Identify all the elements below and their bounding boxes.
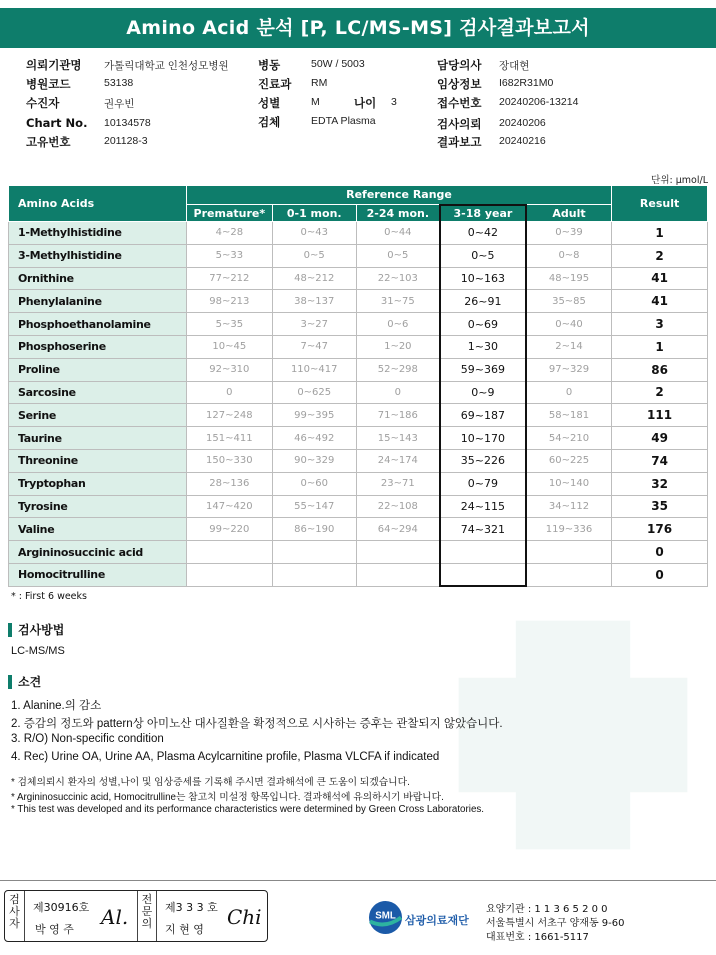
result-value: 86 — [612, 358, 708, 381]
request-label: 검사의뢰 — [437, 117, 482, 131]
age-label: 나이 — [354, 96, 377, 110]
result-value: 41 — [612, 290, 708, 313]
note-1: * 검체의뢰시 환자의 성별,나이 및 임상증세를 기록해 주시면 결과해석에 큰 도움이 되겠습니다. — [11, 777, 410, 788]
ref-premature: 10~45 — [186, 335, 272, 358]
ref-2-24-mon: 24~174 — [356, 449, 440, 472]
specialist-number: 제3 3 3 호 — [165, 901, 218, 914]
examiner-signature: Al. — [101, 905, 129, 929]
patient-label: 수진자 — [26, 96, 60, 110]
ref-adult: 48~195 — [526, 267, 612, 290]
amino-acid-name: Valine — [9, 518, 187, 541]
table-row — [9, 472, 708, 495]
result-value: 0 — [612, 563, 708, 586]
header-reference-range: Reference Range — [186, 186, 611, 205]
report-label: 결과보고 — [437, 135, 482, 149]
ref-0-1-mon: 99~395 — [272, 404, 356, 427]
table-row — [9, 449, 708, 472]
findings-title: 소견 — [8, 675, 41, 689]
ref-3-18-year: 0~9 — [440, 381, 526, 404]
ref-3-18-year: 74~321 — [440, 518, 526, 541]
header-premature: Premature* — [186, 205, 272, 222]
ref-0-1-mon: 7~47 — [272, 335, 356, 358]
ref-premature: 151~411 — [186, 427, 272, 450]
clinical-value: I682R31M0 — [499, 77, 554, 89]
finding-3: 3. R/O) Non-specific condition — [11, 733, 164, 745]
sml-logo-text: SML — [375, 910, 396, 922]
result-value: 32 — [612, 472, 708, 495]
ref-3-18-year: 10~170 — [440, 427, 526, 450]
ref-0-1-mon: 38~137 — [272, 290, 356, 313]
unit-label: 단위: μmol/L — [651, 175, 708, 186]
amino-acid-name: 3-Methylhistidine — [9, 244, 187, 267]
table-row — [9, 358, 708, 381]
amino-acid-name: Tyrosine — [9, 495, 187, 518]
ref-premature: 28~136 — [186, 472, 272, 495]
ref-adult: 97~329 — [526, 358, 612, 381]
amino-acid-name: Argininosuccinic acid — [9, 541, 187, 564]
finding-2: 2. 증감의 정도와 pattern상 아미노산 대사질환을 확정적으로 시사하는 증후는 관찰되지 않았습니다. — [11, 718, 503, 730]
finding-4: 4. Rec) Urine OA, Urine AA, Plasma Acylcarnitine profile, Plasma VLCFA if indicated — [11, 751, 440, 763]
header-0-1-mon: 0-1 mon. — [272, 205, 356, 222]
table-row — [9, 427, 708, 450]
amino-acid-name: Threonine — [9, 449, 187, 472]
result-value: 49 — [612, 427, 708, 450]
age-value: 3 — [391, 96, 397, 108]
ref-3-18-year: 26~91 — [440, 290, 526, 313]
specimen-label: 검체 — [258, 115, 281, 129]
ref-premature: 4~28 — [186, 222, 272, 245]
table-row — [9, 335, 708, 358]
ref-0-1-mon: 86~190 — [272, 518, 356, 541]
result-value: 3 — [612, 313, 708, 336]
specimen-value: EDTA Plasma — [311, 115, 376, 127]
footer-divider — [0, 880, 716, 881]
ref-3-18-year: 35~226 — [440, 449, 526, 472]
table-row — [9, 381, 708, 404]
ref-adult: 35~85 — [526, 290, 612, 313]
header-2-24-mon: 2-24 mon. — [356, 205, 440, 222]
ref-adult: 58~181 — [526, 404, 612, 427]
amino-acid-name: Phenylalanine — [9, 290, 187, 313]
amino-acid-name: Taurine — [9, 427, 187, 450]
receipt-value: 20240206-13214 — [499, 96, 579, 108]
clinical-label: 임상정보 — [437, 77, 482, 91]
ref-2-24-mon: 23~71 — [356, 472, 440, 495]
method-text: LC-MS/MS — [11, 645, 65, 657]
ref-0-1-mon: 0~5 — [272, 244, 356, 267]
specialist-name: 지 현 영 — [165, 923, 204, 936]
ref-premature — [186, 541, 272, 564]
ref-2-24-mon: 71~186 — [356, 404, 440, 427]
organization-agency: 요양기관 : 1 1 3 6 5 2 0 0 — [486, 904, 608, 915]
amino-acid-name: Sarcosine — [9, 381, 187, 404]
amino-acid-rows — [9, 222, 708, 587]
amino-acid-table — [8, 185, 708, 587]
result-value: 1 — [612, 335, 708, 358]
method-title: 검사방법 — [8, 623, 64, 637]
ref-2-24-mon: 0~5 — [356, 244, 440, 267]
table-row — [9, 563, 708, 586]
ref-3-18-year: 0~69 — [440, 313, 526, 336]
ref-premature: 92~310 — [186, 358, 272, 381]
background-watermark — [430, 590, 716, 880]
ref-adult: 0~40 — [526, 313, 612, 336]
ref-0-1-mon: 55~147 — [272, 495, 356, 518]
ref-2-24-mon: 15~143 — [356, 427, 440, 450]
specialist-signature: Chi — [227, 905, 262, 929]
ref-2-24-mon — [356, 563, 440, 586]
ref-3-18-year: 59~369 — [440, 358, 526, 381]
ref-adult: 0~8 — [526, 244, 612, 267]
ref-2-24-mon: 22~103 — [356, 267, 440, 290]
ref-premature: 77~212 — [186, 267, 272, 290]
table-row — [9, 244, 708, 267]
table-row — [9, 518, 708, 541]
ref-0-1-mon: 0~60 — [272, 472, 356, 495]
ref-0-1-mon: 3~27 — [272, 313, 356, 336]
dept-value: RM — [311, 77, 328, 89]
header-3-18-year: 3-18 year — [440, 205, 526, 222]
dept-label: 진료과 — [258, 77, 292, 91]
result-value: 176 — [612, 518, 708, 541]
ref-premature: 5~35 — [186, 313, 272, 336]
report-value: 20240216 — [499, 135, 546, 147]
ref-3-18-year: 0~79 — [440, 472, 526, 495]
amino-acid-name: 1-Methylhistidine — [9, 222, 187, 245]
ref-premature: 98~213 — [186, 290, 272, 313]
organization-phone: 대표번호 : 1661-5117 — [486, 932, 589, 943]
ref-0-1-mon — [272, 563, 356, 586]
ref-premature: 147~420 — [186, 495, 272, 518]
ref-premature — [186, 563, 272, 586]
header-result: Result — [612, 186, 708, 222]
table-row — [9, 222, 708, 245]
result-value: 74 — [612, 449, 708, 472]
ref-3-18-year: 0~42 — [440, 222, 526, 245]
result-value: 2 — [612, 381, 708, 404]
ref-3-18-year: 24~115 — [440, 495, 526, 518]
ref-premature: 0 — [186, 381, 272, 404]
ref-2-24-mon: 52~298 — [356, 358, 440, 381]
ref-3-18-year: 1~30 — [440, 335, 526, 358]
ref-adult: 0~39 — [526, 222, 612, 245]
ref-0-1-mon: 48~212 — [272, 267, 356, 290]
code-value: 53138 — [104, 77, 134, 89]
ref-2-24-mon: 22~108 — [356, 495, 440, 518]
signature-box — [4, 890, 268, 942]
ref-premature: 5~33 — [186, 244, 272, 267]
ref-2-24-mon — [356, 541, 440, 564]
ref-0-1-mon: 90~329 — [272, 449, 356, 472]
amino-acid-name: Phosphoethanolamine — [9, 313, 187, 336]
ref-adult: 54~210 — [526, 427, 612, 450]
finding-1: 1. Alanine.의 감소 — [11, 700, 102, 712]
result-value: 2 — [612, 244, 708, 267]
ref-2-24-mon: 0 — [356, 381, 440, 404]
request-value: 20240206 — [499, 117, 546, 129]
ref-2-24-mon: 64~294 — [356, 518, 440, 541]
ref-2-24-mon: 0~44 — [356, 222, 440, 245]
amino-acid-name: Tryptophan — [9, 472, 187, 495]
note-2: * Argininosuccinic acid, Homocitrulline는 참고치 미설정 항목입니다. 결과해석에 유의하시기 바랍니다. — [11, 792, 444, 803]
uid-label: 고유번호 — [26, 135, 71, 149]
table-row — [9, 541, 708, 564]
ref-0-1-mon: 0~43 — [272, 222, 356, 245]
patient-value: 권우빈 — [104, 98, 135, 110]
result-value: 35 — [612, 495, 708, 518]
ref-0-1-mon: 0~625 — [272, 381, 356, 404]
organization-name: 삼광의료재단 — [405, 914, 469, 927]
note-3: * This test was developed and its performance characteristics were determined by Green Cross Laboratories. — [11, 804, 485, 815]
result-value: 41 — [612, 267, 708, 290]
ref-3-18-year: 10~163 — [440, 267, 526, 290]
table-row — [9, 313, 708, 336]
sex-value: M — [311, 96, 320, 108]
ref-adult: 10~140 — [526, 472, 612, 495]
ref-3-18-year: 69~187 — [440, 404, 526, 427]
ref-adult — [526, 541, 612, 564]
ward-value: 50W / 5003 — [311, 58, 365, 70]
patient-info — [0, 57, 716, 152]
ref-adult: 119~336 — [526, 518, 612, 541]
ref-0-1-mon: 46~492 — [272, 427, 356, 450]
header-amino-acids: Amino Acids — [9, 186, 187, 222]
ref-3-18-year — [440, 541, 526, 564]
table-footnote: * : First 6 weeks — [11, 591, 87, 602]
sml-logo-icon — [368, 900, 403, 935]
ref-2-24-mon: 0~6 — [356, 313, 440, 336]
header-adult: Adult — [526, 205, 612, 222]
ref-0-1-mon — [272, 541, 356, 564]
amino-acid-name: Ornithine — [9, 267, 187, 290]
result-value: 0 — [612, 541, 708, 564]
ref-adult: 2~14 — [526, 335, 612, 358]
chart-value: 10134578 — [104, 117, 151, 129]
amino-acid-name: Serine — [9, 404, 187, 427]
result-value: 1 — [612, 222, 708, 245]
hospital-value: 가톨릭대학교 인천성모병원 — [104, 60, 229, 72]
doctor-value: 장대현 — [499, 60, 530, 72]
receipt-label: 접수번호 — [437, 96, 482, 110]
table-row — [9, 267, 708, 290]
ref-adult: 34~112 — [526, 495, 612, 518]
sex-label: 성별 — [258, 96, 281, 110]
organization-address: 서울특별시 서초구 양재동 9-60 — [486, 918, 625, 929]
report-title: Amino Acid 분석 [P, LC/MS-MS] 검사결과보고서 — [0, 8, 716, 48]
amino-acid-name: Proline — [9, 358, 187, 381]
ward-label: 병동 — [258, 58, 281, 72]
ref-premature: 150~330 — [186, 449, 272, 472]
ref-adult — [526, 563, 612, 586]
ref-premature: 127~248 — [186, 404, 272, 427]
ref-adult: 0 — [526, 381, 612, 404]
doctor-label: 담당의사 — [437, 58, 482, 72]
ref-adult: 60~225 — [526, 449, 612, 472]
ref-2-24-mon: 1~20 — [356, 335, 440, 358]
uid-value: 201128-3 — [104, 135, 148, 147]
examiner-name: 박 영 주 — [35, 923, 74, 936]
ref-3-18-year: 0~5 — [440, 244, 526, 267]
amino-acid-name: Phosphoserine — [9, 335, 187, 358]
specialist-label: 전문의 — [137, 891, 157, 941]
result-value: 111 — [612, 404, 708, 427]
table-row — [9, 404, 708, 427]
ref-3-18-year — [440, 563, 526, 586]
chart-label: Chart No. — [26, 116, 88, 130]
examiner-number: 제30916호 — [33, 901, 90, 914]
ref-2-24-mon: 31~75 — [356, 290, 440, 313]
amino-acid-name: Homocitrulline — [9, 563, 187, 586]
ref-premature: 99~220 — [186, 518, 272, 541]
examiner-label: 검사자 — [5, 891, 25, 941]
hospital-label: 의뢰기관명 — [26, 58, 82, 72]
table-row — [9, 290, 708, 313]
code-label: 병원코드 — [26, 77, 71, 91]
ref-0-1-mon: 110~417 — [272, 358, 356, 381]
table-row — [9, 495, 708, 518]
